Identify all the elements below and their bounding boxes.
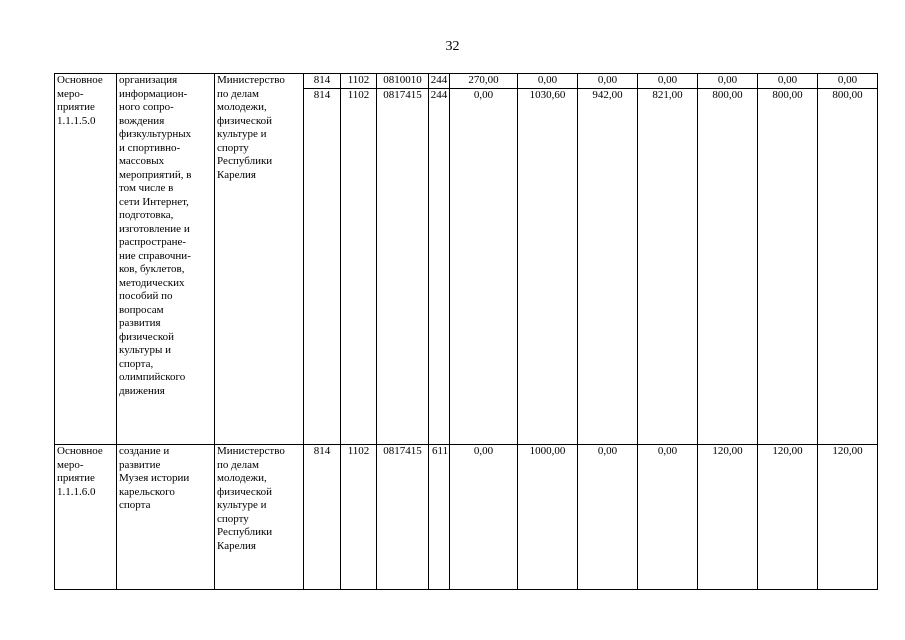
value-2019-value: 0,00 bbox=[758, 74, 817, 89]
value-2015-value: 0,00 bbox=[518, 74, 577, 89]
executor-cell-line: спорту bbox=[217, 512, 249, 525]
executor-cell-line: молодежи, bbox=[217, 472, 267, 484]
grbs-cell bbox=[304, 74, 341, 445]
activity-name-cell-line: информацион- bbox=[119, 87, 188, 100]
expense-type-cell bbox=[429, 74, 450, 445]
activity-name-cell-line: распростране- bbox=[119, 236, 187, 248]
activity-name-cell-line: физической bbox=[119, 330, 174, 343]
activity-name-cell-line: ние справочни- bbox=[119, 249, 191, 262]
activity-name-cell-line: спорта bbox=[119, 499, 151, 511]
executor-cell-line: культуре и bbox=[217, 128, 267, 140]
activity-type-cell-line: Основное bbox=[57, 445, 103, 457]
activity-name-cell-line: подготовка, bbox=[119, 209, 174, 221]
value-2018-cell bbox=[698, 74, 758, 445]
expense-type-cell: 611 bbox=[429, 445, 450, 590]
value-2014-cell bbox=[450, 74, 518, 445]
target-article-cell bbox=[377, 74, 429, 445]
grbs-cell: 814 bbox=[304, 445, 341, 590]
activity-name-cell-line: ков, буклетов, bbox=[119, 263, 185, 275]
value-2016-cell bbox=[578, 74, 638, 445]
value-2020-value: 0,00 bbox=[818, 74, 877, 89]
activity-type-cell-line: приятие bbox=[57, 101, 95, 113]
value-2015-cell bbox=[518, 74, 578, 445]
section-value: 1102 bbox=[341, 74, 376, 89]
activity-name-cell-line: спорта, bbox=[119, 357, 154, 370]
executor-cell-line: Министерство bbox=[217, 74, 285, 86]
activity-type-cell-line: приятие bbox=[57, 472, 95, 484]
value-2014-value: 0,00 bbox=[473, 88, 494, 101]
value-2015-cell: 1000,00 bbox=[518, 445, 578, 590]
value-2019-cell: 120,00 bbox=[758, 445, 818, 590]
executor-cell-line: Министерство bbox=[217, 445, 285, 457]
value-2020-cell bbox=[818, 74, 878, 445]
value-2015-value: 1030,60 bbox=[529, 88, 566, 101]
budget-table bbox=[54, 73, 878, 590]
executor-cell-line: физической bbox=[217, 114, 272, 127]
activity-name-cell-line: вождения bbox=[119, 114, 165, 127]
executor-cell-line: по делам bbox=[217, 458, 259, 471]
target-article-value: 0817415 bbox=[383, 88, 422, 101]
value-2020-value: 800,00 bbox=[832, 88, 863, 101]
activity-name-cell-line: мероприятий, в bbox=[119, 168, 192, 181]
activity-name-cell-line: олимпийского bbox=[119, 371, 186, 383]
activity-name-cell-line: изготовление и bbox=[119, 222, 190, 235]
value-2014-cell: 0,00 bbox=[450, 445, 518, 590]
activity-name-cell-line: развитие bbox=[119, 458, 161, 471]
activity-name-cell-line: методических bbox=[119, 276, 185, 289]
activity-type-cell-line: меро- bbox=[57, 87, 84, 100]
section-value: 1102 bbox=[347, 88, 370, 101]
activity-name-cell-line: организация bbox=[119, 74, 178, 86]
section-cell bbox=[341, 74, 377, 445]
activity-name-cell-line: ного сопро- bbox=[119, 101, 174, 113]
activity-name-cell-line: физкультурных bbox=[119, 128, 192, 140]
activity-name-cell-line: вопросам bbox=[119, 303, 164, 316]
executor-cell-line: Республики bbox=[217, 155, 273, 167]
executor-cell-line: Республики bbox=[217, 526, 273, 538]
executor-cell-line: Карелия bbox=[217, 539, 256, 552]
activity-name-cell-line: сети Интернет, bbox=[119, 195, 189, 208]
value-2018-value: 800,00 bbox=[712, 88, 743, 101]
grbs-value: 814 bbox=[304, 74, 340, 89]
value-2018-value: 0,00 bbox=[698, 74, 757, 89]
section-cell: 1102 bbox=[341, 445, 377, 590]
table-body bbox=[55, 74, 878, 590]
executor-cell-line: спорту bbox=[217, 141, 249, 154]
value-2020-cell: 120,00 bbox=[818, 445, 878, 590]
activity-name-cell-line: движения bbox=[119, 384, 165, 397]
activity-type-cell-line: Основное bbox=[57, 74, 103, 86]
activity-type-cell-line: 1.1.1.6.0 bbox=[57, 485, 96, 498]
activity-name-cell-line: создание и bbox=[119, 445, 170, 457]
value-2016-value: 942,00 bbox=[592, 88, 623, 101]
executor-cell-line: молодежи, bbox=[217, 101, 267, 113]
target-article-value: 0810010 bbox=[377, 74, 428, 89]
activity-name-cell bbox=[117, 74, 215, 445]
activity-name-cell-line: том числе в bbox=[119, 182, 174, 194]
value-2017-cell: 0,00 bbox=[638, 445, 698, 590]
value-2016-value: 0,00 bbox=[578, 74, 637, 89]
executor-cell bbox=[215, 445, 304, 590]
executor-cell-line: культуре и bbox=[217, 499, 267, 511]
page-number: 32 bbox=[445, 39, 460, 54]
value-2018-cell: 120,00 bbox=[698, 445, 758, 590]
executor-cell-line: физической bbox=[217, 485, 272, 498]
value-2014-value: 270,00 bbox=[450, 74, 517, 89]
value-2016-cell: 0,00 bbox=[578, 445, 638, 590]
activity-type-cell bbox=[55, 74, 117, 445]
value-2019-value: 800,00 bbox=[772, 88, 803, 101]
target-article-cell: 0817415 bbox=[377, 445, 429, 590]
activity-name-cell-line: культуры и bbox=[119, 344, 171, 356]
activity-type-cell-line: 1.1.1.5.0 bbox=[57, 114, 96, 127]
value-2017-value: 821,00 bbox=[652, 88, 683, 101]
value-2017-cell bbox=[638, 74, 698, 445]
expense-type-value: 244 bbox=[430, 88, 448, 101]
activity-type-cell bbox=[55, 445, 117, 590]
value-2017-value: 0,00 bbox=[638, 74, 697, 89]
table-row bbox=[55, 445, 878, 590]
executor-cell-line: по делам bbox=[217, 87, 259, 100]
activity-type-cell-line: меро- bbox=[57, 458, 84, 471]
executor-cell-line: Карелия bbox=[217, 168, 256, 181]
activity-name-cell-line: пособий по bbox=[119, 290, 173, 302]
activity-name-cell-line: Музея истории bbox=[119, 472, 190, 484]
table-row bbox=[55, 74, 878, 445]
activity-name-cell-line: и спортивно- bbox=[119, 141, 181, 154]
value-2019-cell bbox=[758, 74, 818, 445]
expense-type-value: 244 bbox=[429, 74, 449, 89]
grbs-value: 814 bbox=[313, 88, 331, 101]
activity-name-cell bbox=[117, 445, 215, 590]
executor-cell bbox=[215, 74, 304, 445]
activity-name-cell-line: развития bbox=[119, 317, 161, 329]
activity-name-cell-line: карельского bbox=[119, 485, 175, 498]
activity-name-cell-line: массовых bbox=[119, 155, 165, 167]
